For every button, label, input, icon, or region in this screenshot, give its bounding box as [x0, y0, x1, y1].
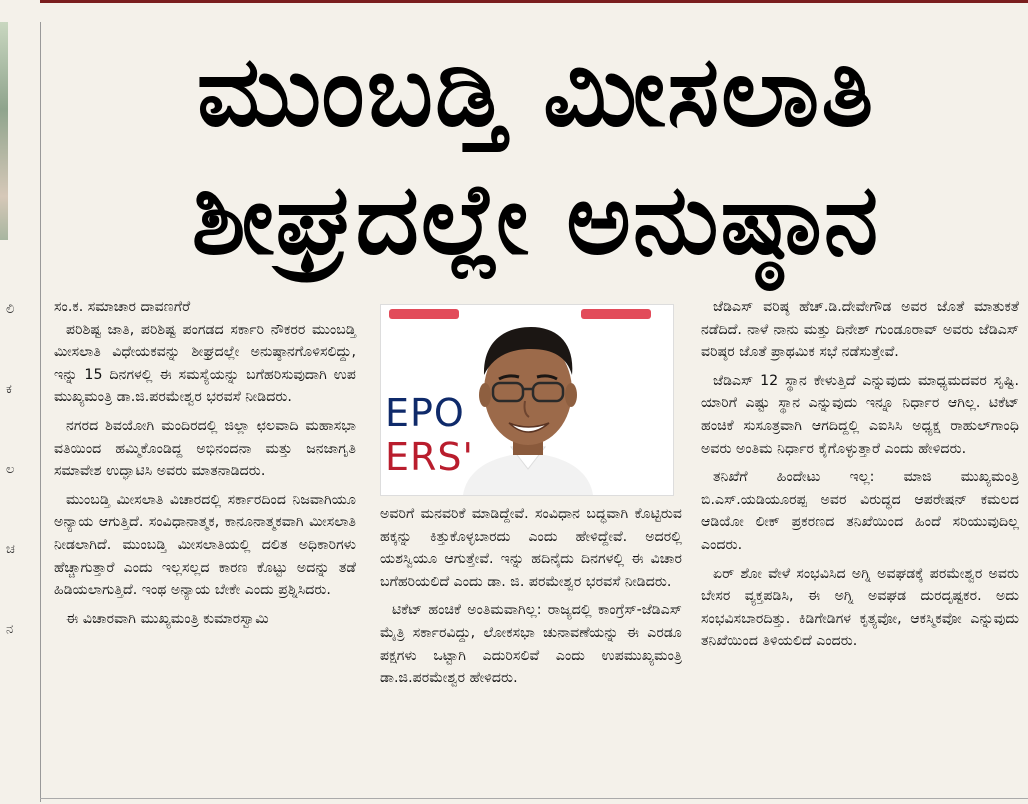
- paragraph: ಅವರಿಗೆ ಮನವರಿಕೆ ಮಾಡಿದ್ದೇವೆ. ಸಂವಿಧಾನ ಬದ್ಧವಾಗಿ ಕೊಟ್ಟಿರುವ ಹಕ್ಕನ್ನು ಕಿತ್ತುಕೊಳ್ಳಬಾರದು ಎಂದು ಹೇಳಿದ್ದೇವೆ. ಅದರಲ್ಲಿ ಯಶಸ್ವಿಯೂ ಆಗುತ್ತೇವೆ. ಇನ್ನು ಹದಿನೈದು ದಿನಗಳಲ್ಲಿ ಈ ವಿಚಾರ ಬಗೆಹರಿಯಲಿದೆ ಎಂದು ಡಾ. ಜಿ. ಪರಮೇಶ್ವರ ಭರವಸೆ ನೀಡಿದರು.: [380, 506, 682, 590]
- headline-line-2: ಶೀಘ್ರದಲ್ಲೇ ಅನುಷ್ಠಾನ: [191, 163, 881, 277]
- article-column-3: [701, 296, 1019, 659]
- paragraph: ತನಿಖೆಗೆ ಹಿಂದೇಟು ಇಲ್ಲ: ಮಾಜಿ ಮುಖ್ಯಮಂತ್ರಿ ಬಿ.ಎಸ್.ಯಡಿಯೂರಪ್ಪ ಅವರ ವಿರುದ್ಧದ ಆಪರೇಷನ್ ಕಮಲದ ಆಡಿಯೋ ಲೀಕ್ ಪ್ರಕರಣದ ತನಿಖೆಯಿಂದ ಹಿಂದೆ ಸರಿಯುವುದಿಲ್ಲ ಎಂದರು.: [701, 469, 1019, 553]
- paragraph: ಈ ವಿಚಾರವಾಗಿ ಮುಖ್ಯಮಂತ್ರಿ ಕುಮಾರಸ್ವಾಮಿ: [66, 610, 269, 627]
- photo-banner-text: EPOERS': [385, 391, 474, 479]
- headline-line-1: ಮುಂಬಡ್ತಿ ಮೀಸಲಾತಿ: [196, 35, 876, 149]
- top-rule: [40, 0, 1028, 3]
- person-portrait: [453, 319, 603, 495]
- headline: [56, 28, 1016, 284]
- paragraph: ಮುಂಬಡ್ತಿ ಮೀಸಲಾತಿ ವಿಚಾರದಲ್ಲಿ ಸರ್ಕಾರದಿಂದ ನಿಜವಾಗಿಯೂ ಅನ್ಯಾಯ ಆಗುತ್ತಿದೆ. ಸಂವಿಧಾನಾತ್ಮಕ, ಕಾನೂನಾತ್ಮಕವಾಗಿ ಮೀಸಲಾತಿ ನೀಡಲಾಗಿದೆ. ಮುಂಬಡ್ತಿ ಮೀಸಲಾತಿಯಲ್ಲಿ ದಲಿತ ಅಧಿಕಾರಿಗಳು ಹೆಚ್ಚಾಗುತ್ತಾರೆ ಎಂದು ಇಲ್ಲಸಲ್ಲದ ಕಾರಣ ಕೊಟ್ಟು ಅದನ್ನು ತಡೆ ಹಿಡಿಯಲಾಗುತ್ತಿದೆ. ಇಂಥ ಅನ್ಯಾಯ ಬೇಕೇ ಎಂದು ಪ್ರಶ್ನಿಸಿದರು.: [54, 491, 356, 599]
- article-column-1: [54, 296, 356, 636]
- paragraph: ಜೆಡಿಎಸ್ 12 ಸ್ಥಾನ ಕೇಳುತ್ತಿದೆ ಎನ್ನುವುದು ಮಾಧ್ಯಮದವರ ಸೃಷ್ಟಿ. ಯಾರಿಗೆ ಎಷ್ಟು ಸ್ಥಾನ ಎನ್ನುವುದು ಇನ್ನೂ ನಿರ್ಧಾರ ಆಗಿಲ್ಲ. ಟಿಕೆಟ್ ಹಂಚಿಕೆ ಸುಸೂತ್ರವಾಗಿ ಆಗದಿದ್ದಲ್ಲಿ ಎಐಸಿಸಿ ಅಧ್ಯಕ್ಷ ರಾಹುಲ್‌ಗಾಂಧಿ ಅವರು ಅಂತಿಮ ನಿರ್ಧಾರ ಕೈಗೊಳ್ಳುತ್ತಾರೆ ಎಂದು ಹೇಳಿದರು.: [701, 372, 1019, 457]
- adjacent-column-clip: [0, 0, 40, 804]
- bottom-rule: [40, 798, 1028, 799]
- column-divider: [40, 22, 41, 802]
- paragraph: ಪರಿಶಿಷ್ಟ ಜಾತಿ, ಪರಿಶಿಷ್ಟ ಪಂಗಡದ ಸರ್ಕಾರಿ ನೌಕರರ ಮುಂಬಡ್ತಿ ಮೀಸಲಾತಿ ವಿಧೇಯಕವನ್ನು ಶೀಘ್ರದಲ್ಲೇ ಅನುಷ್ಠಾನಗೊಳಿಸಲಿದ್ದು, ಇನ್ನು 15 ದಿನಗಳಲ್ಲಿ ಈ ಸಮಸ್ಯೆಯನ್ನು ಬಗೆಹರಿಸುವುದಾಗಿ ಉಪ ಮುಖ್ಯಮಂತ್ರಿ ಡಾ.ಜಿ.ಪರಮೇಶ್ವರ ಭರವಸೆ ನೀಡಿದರು.: [54, 321, 356, 406]
- paragraph: ಟಿಕೆಟ್ ಹಂಚಿಕೆ ಅಂತಿಮವಾಗಿಲ್ಲ: ರಾಜ್ಯದಲ್ಲಿ ಕಾಂಗ್ರೆಸ್-ಜೆಡಿಎಸ್ ಮೈತ್ರಿ ಸರ್ಕಾರವಿದ್ದು, ಲೋಕಸಭಾ ಚುನಾವಣೆಯನ್ನು ಈ ಎರಡೂ ಪಕ್ಷಗಳು ಒಟ್ಟಾಗಿ ಎದುರಿಸಲಿವೆ ಎಂದು ಉಪಮುಖ್ಯಮಂತ್ರಿ ಡಾ.ಜಿ.ಪರಮೇಶ್ವರ ಹೇಳಿದರು.: [380, 602, 682, 687]
- paragraph: ನಗರದ ಶಿವಯೋಗಿ ಮಂದಿರದಲ್ಲಿ ಜಿಲ್ಲಾ ಛಲವಾದಿ ಮಹಾಸಭಾ ವತಿಯಿಂದ ಹಮ್ಮಿಕೊಂಡಿದ್ದ ಅಭಿನಂದನಾ ಮತ್ತು ಜನಜಾಗೃತಿ ಸಮಾವೇಶ ಉದ್ಘಾಟಿಸಿ ಅವರು ಮಾತನಾಡಿದರು.: [54, 417, 356, 480]
- news-photo: [380, 304, 674, 496]
- paragraph: ಜೆಡಿಎಸ್ ವರಿಷ್ಠ ಹೆಚ್.ಡಿ.ದೇವೇಗೌಡ ಅವರ ಜೊತೆ ಮಾತುಕತೆ ನಡೆದಿದೆ. ನಾಳೆ ನಾನು ಮತ್ತು ದಿನೇಶ್ ಗುಂಡೂರಾವ್ ಅವರು ಜೆಡಿಎಸ್ ವರಿಷ್ಠರ ಜೊತೆ ಪ್ರಾಥಮಿಕ ಸಭೆ ನಡೆಸುತ್ತೇವೆ.: [701, 299, 1019, 361]
- dateline: ಸಂ.ಕ. ಸಮಾಚಾರ ದಾವಣಗೆರೆ: [54, 299, 191, 315]
- adjacent-text-edge: ಲಿ ಕ ಲ ಚ ನ: [6, 302, 15, 637]
- adjacent-photo-edge: [0, 22, 8, 240]
- article-column-2: [380, 503, 682, 696]
- paragraph: ಏರ್ ಶೋ ವೇಳೆ ಸಂಭವಿಸಿದ ಅಗ್ನಿ ಅವಘಡಕ್ಕೆ ಪರಮೇಶ್ವರ ಅವರು ಬೇಸರ ವ್ಯಕ್ತಪಡಿಸಿ, ಈ ಅಗ್ನಿ ಅವಘಡ ದುರದೃಷ್ಟಕರ. ಅದು ಸಂಭವಿಸಬಾರದಿತ್ತು. ಕಿಡಿಗೇಡಿಗಳ ಕೃತ್ಯವೋ, ಆಕಸ್ಮಿಕವೋ ಎನ್ನುವುದು ತನಿಖೆಯಿಂದ ತಿಳಿಯಲಿದೆ ಎಂದರು.: [701, 565, 1019, 650]
